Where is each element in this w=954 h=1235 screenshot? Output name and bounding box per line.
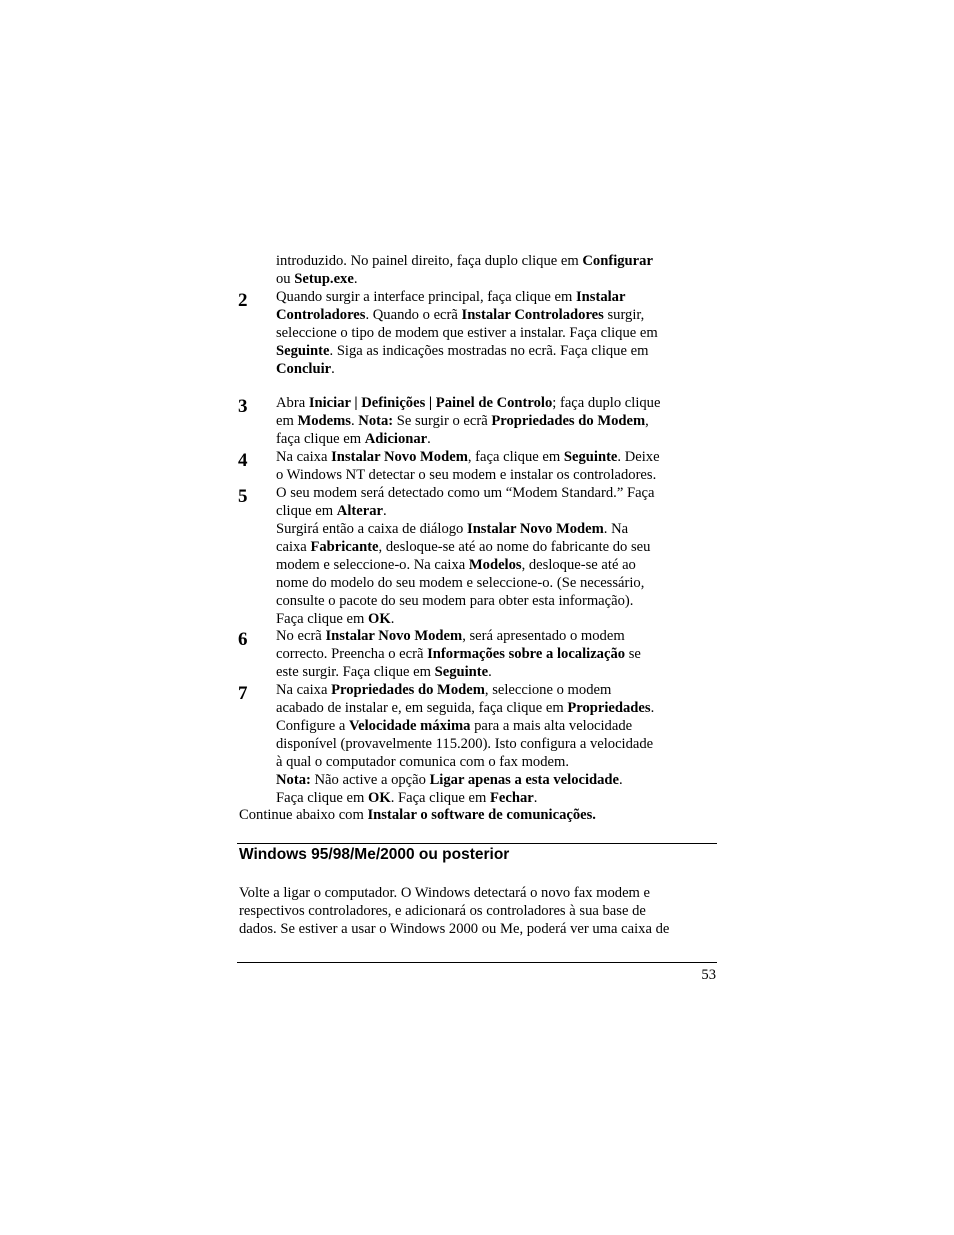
bold-term: Propriedades do Modem xyxy=(331,682,485,698)
intro-line: introduzido. No painel direito, faça duplo clique em Configurar xyxy=(276,253,653,269)
step-line: No ecrã Instalar Novo Modem, será apresentado o modem xyxy=(276,628,625,644)
section-paragraph xyxy=(239,884,709,938)
paragraph-line: respectivos controladores, e adicionará os controladores à sua base de xyxy=(239,903,646,919)
intro-text xyxy=(276,252,706,288)
step-2-text xyxy=(276,288,706,378)
step-line: seleccione o tipo de modem que estiver a instalar. Faça clique em xyxy=(276,325,658,341)
step-line: Na caixa Propriedades do Modem, seleccione o modem xyxy=(276,682,612,698)
step-line: Configure a Velocidade máxima para a mais alta velocidade xyxy=(276,718,633,734)
page-number: 53 xyxy=(701,967,716,983)
bold-term: Fechar xyxy=(489,790,534,806)
step-line: caixa Fabricante, desloque-se até ao nome do fabricante do seu xyxy=(276,539,651,555)
step-line: Concluir. xyxy=(276,361,335,377)
bold-term: Instalar Novo Modem xyxy=(467,521,604,537)
bold-term: Configurar xyxy=(582,253,653,269)
bold-term: Seguinte xyxy=(563,449,618,465)
step-line: nome do modelo do seu modem e seleccione-o. (Se necessário, xyxy=(276,575,645,591)
step-line: Seguinte. Siga as indicações mostradas no ecrã. Faça clique em xyxy=(276,343,649,359)
step-3-text xyxy=(276,394,706,448)
step-7-text xyxy=(276,681,706,807)
bold-term: Instalar Novo Modem xyxy=(331,449,468,465)
bold-term: Instalar xyxy=(575,289,626,305)
step-line: Nota: Não active a opção Ligar apenas a esta velocidade. xyxy=(276,772,623,788)
section-divider xyxy=(237,843,717,844)
step-number: 2 xyxy=(238,290,248,311)
bold-term: OK xyxy=(367,611,391,627)
bold-term: Nota: xyxy=(358,413,394,429)
bold-term: Nota: xyxy=(276,772,311,788)
bold-term: Iniciar | Definições | Painel de Controlo xyxy=(308,395,553,411)
step-line: Na caixa Instalar Novo Modem, faça clique em Seguinte. Deixe xyxy=(276,449,660,465)
step-line: Quando surgir a interface principal, faça clique em Instalar xyxy=(276,289,626,305)
step-line: à qual o computador comunica com o fax modem. xyxy=(276,754,570,770)
step-line: faça clique em Adicionar. xyxy=(276,431,431,447)
bold-term: Propriedades xyxy=(567,700,651,716)
step-4-text xyxy=(276,448,706,484)
continue-text: Continue abaixo com Instalar o software de comunicações. xyxy=(239,807,596,823)
step-line: consulte o pacote do seu modem para obter esta informação). xyxy=(276,593,634,609)
bold-term: Alterar xyxy=(336,503,383,519)
bold-term: Instalar Controladores xyxy=(461,307,604,323)
step-number: 6 xyxy=(238,629,248,650)
bold-term: Ligar apenas a esta velocidade xyxy=(429,772,620,788)
bold-term: Controladores xyxy=(276,307,366,323)
paragraph-line: dados. Se estiver a usar o Windows 2000 ou Me, poderá ver uma caixa de xyxy=(239,921,670,937)
bold-term: OK xyxy=(367,790,391,806)
step-5-text xyxy=(276,484,706,628)
step-line: Surgirá então a caixa de diálogo Instalar Novo Modem. Na xyxy=(276,521,629,537)
step-line: Abra Iniciar | Definições | Painel de Controlo; faça duplo clique xyxy=(276,395,661,411)
step-line: em Modems. Nota: Se surgir o ecrã Propriedades do Modem, xyxy=(276,413,649,429)
bold-term: Instalar o software de comunicações. xyxy=(367,807,596,823)
step-line: Faça clique em OK. xyxy=(276,611,395,627)
bold-term: Modems xyxy=(297,413,351,429)
step-number: 4 xyxy=(238,450,248,471)
paragraph-line: Volte a ligar o computador. O Windows detectará o novo fax modem e xyxy=(239,885,651,901)
step-line: o Windows NT detectar o seu modem e instalar os controladores. xyxy=(276,467,657,483)
section-heading: Windows 95/98/Me/2000 ou posterior xyxy=(239,846,510,863)
bold-term: Instalar Novo Modem xyxy=(325,628,463,644)
continue-line xyxy=(239,806,709,824)
step-line: O seu modem será detectado como um “Modem Standard.” Faça xyxy=(276,485,655,501)
step-number: 3 xyxy=(238,396,248,417)
bold-term: Seguinte xyxy=(434,664,489,680)
bold-term: Velocidade máxima xyxy=(348,718,471,734)
step-line: acabado de instalar e, em seguida, faça clique em Propriedades. xyxy=(276,700,655,716)
bold-term: Modelos xyxy=(468,557,522,573)
step-line: Controladores. Quando o ecrã Instalar Controladores surgir, xyxy=(276,307,645,323)
bold-term: Seguinte xyxy=(276,343,330,359)
step-line: correcto. Preencha o ecrã Informações sobre a localização se xyxy=(276,646,641,662)
bold-term: Informações sobre a localização xyxy=(427,646,626,662)
bold-term: Fabricante xyxy=(310,539,379,555)
step-line: clique em Alterar. xyxy=(276,503,387,519)
step-6-text xyxy=(276,627,706,681)
step-line: Faça clique em OK. Faça clique em Fechar. xyxy=(276,790,538,806)
step-line: modem e seleccione-o. Na caixa Modelos, desloque-se até ao xyxy=(276,557,636,573)
bold-term: Adicionar xyxy=(364,431,428,447)
bold-term: Setup.exe xyxy=(294,271,354,287)
step-line: este surgir. Faça clique em Seguinte. xyxy=(276,664,492,680)
step-number: 5 xyxy=(238,486,248,507)
step-number: 7 xyxy=(238,683,248,704)
bold-term: Propriedades do Modem xyxy=(491,413,646,429)
footer-divider xyxy=(237,962,717,963)
bold-term: Concluir xyxy=(276,361,332,377)
intro-line: ou Setup.exe. xyxy=(276,271,358,287)
step-line: disponível (provavelmente 115.200). Isto configura a velocidade xyxy=(276,736,654,752)
